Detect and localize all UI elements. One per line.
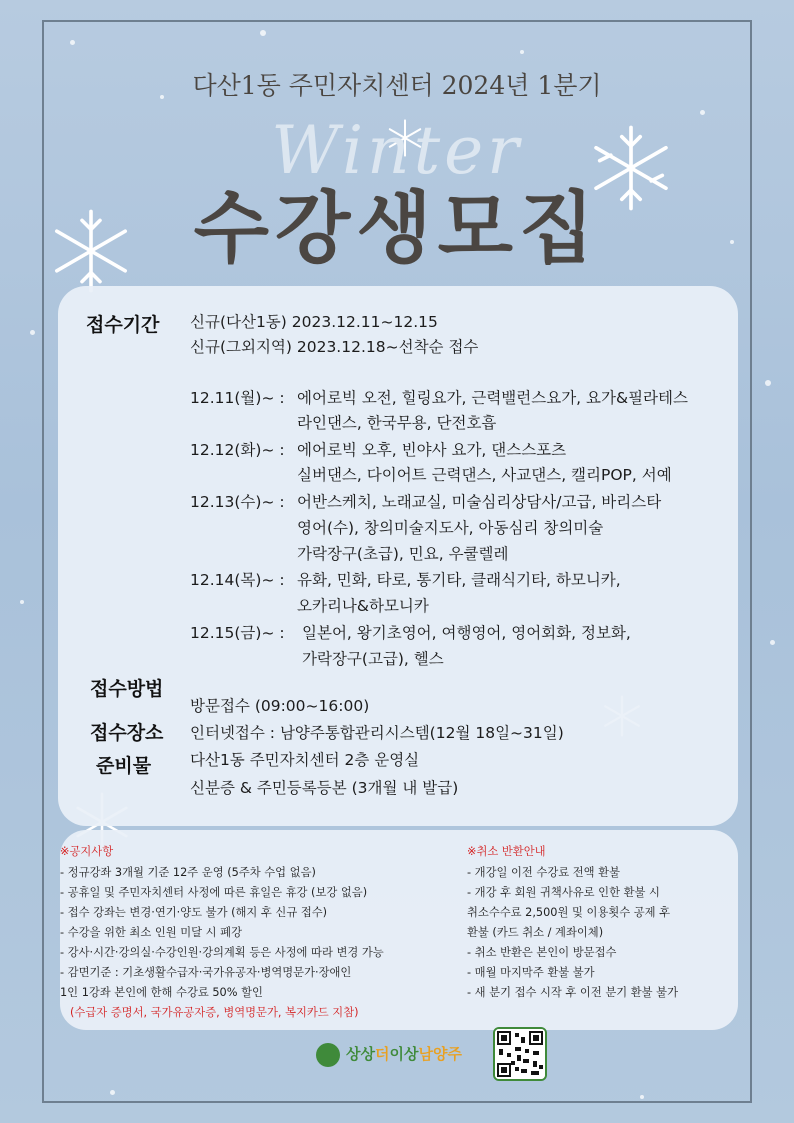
notice-item: - 감면기준 : 기초생활수급자·국가유공자·병역명문가·장애인 bbox=[60, 966, 352, 979]
refund-item: - 개강 후 회원 귀책사유로 인한 환불 시 bbox=[467, 886, 660, 899]
refund-heading: ※취소 반환안내 bbox=[467, 845, 546, 858]
refund-item: - 취소 반환은 본인이 방문접수 bbox=[467, 946, 617, 959]
notice-item: - 공휴일 및 주민자치센터 사정에 따른 휴일은 휴강 (보강 없음) bbox=[60, 886, 368, 899]
namyangju-logo bbox=[346, 1043, 462, 1064]
prep-label: 준비물 bbox=[96, 755, 152, 777]
method-line: 인터넷접수 : 남양주통합관리시스템(12월 18일~31일) bbox=[190, 724, 564, 742]
logo-part: 남양주 bbox=[418, 1045, 462, 1063]
refund-item: 취소수수료 2,500원 및 이용횟수 공제 후 bbox=[467, 906, 671, 919]
schedule-line: 에어로빅 오후, 빈야사 요가, 댄스스포츠 bbox=[297, 441, 567, 459]
refund-item: - 개강일 이전 수강료 전액 환불 bbox=[467, 866, 620, 879]
schedule-line: 가락장구(초급), 민요, 우쿨렐레 bbox=[297, 545, 509, 563]
notice-item: - 수강을 위한 최소 인원 미달 시 폐강 bbox=[60, 926, 242, 939]
period-line: 신규(다산1동) 2023.12.11~12.15 bbox=[190, 313, 438, 331]
schedule-line: 가락장구(고급), 헬스 bbox=[302, 650, 444, 668]
schedule-line: 일본어, 왕기초영어, 여행영어, 영어회화, 정보화, bbox=[302, 624, 631, 642]
schedule-line: 영어(수), 창의미술지도사, 아동심리 창의미술 bbox=[297, 519, 604, 537]
refund-item: - 새 분기 접수 시작 후 이전 분기 환불 불가 bbox=[467, 986, 679, 999]
notice-item: - 강사·시간·강의실·수강인원·강의계획 등은 사정에 따라 변경 가능 bbox=[60, 946, 384, 959]
refund-item: - 매월 마지막주 환불 불가 bbox=[467, 966, 595, 979]
notice-red-note: (수급자 증명서, 국가유공자증, 병역명문가, 복지카드 지참) bbox=[70, 1006, 359, 1019]
notice-item: - 접수 강좌는 변경·연기·양도 불가 (해지 후 신규 접수) bbox=[60, 906, 328, 919]
schedule-line: 유화, 민화, 타로, 통기타, 클래식기타, 하모니카, bbox=[297, 571, 621, 589]
refund-item: 환불 (카드 취소 / 계좌이체) bbox=[467, 926, 604, 939]
period-line: 신규(그외지역) 2023.12.18~선착순 접수 bbox=[190, 338, 479, 356]
schedule-date: 12.13(수)~ : bbox=[190, 493, 285, 511]
prep-value: 신분증 & 주민등록등본 (3개월 내 발급) bbox=[190, 779, 459, 797]
logo-part: 상상 bbox=[346, 1045, 375, 1063]
qr-code-icon bbox=[493, 1027, 547, 1081]
schedule-line: 어반스케치, 노래교실, 미술심리상담사/고급, 바리스타 bbox=[297, 493, 662, 511]
page-title: 수강생모집 bbox=[193, 184, 601, 274]
notice-heading: ※공지사항 bbox=[60, 845, 114, 858]
schedule-date: 12.12(화)~ : bbox=[190, 441, 285, 459]
subtitle: 다산1동 주민자치센터 2024년 1분기 bbox=[192, 71, 602, 100]
schedule-date: 12.11(월)~ : bbox=[190, 389, 285, 407]
schedule-line: 오카리나&하모니카 bbox=[297, 597, 429, 615]
namyangju-logo-icon bbox=[316, 1043, 340, 1067]
logo-part: 이상 bbox=[389, 1045, 419, 1063]
place-value: 다산1동 주민자치센터 2층 운영실 bbox=[190, 751, 420, 769]
notice-item: - 정규강좌 3개월 기준 12주 운영 (5주차 수업 없음) bbox=[60, 866, 316, 879]
schedule-line: 실버댄스, 다이어트 근력댄스, 사교댄스, 캘리POP, 서예 bbox=[297, 466, 672, 484]
schedule-date: 12.15(금)~ : bbox=[190, 624, 285, 642]
logo-part: 더 bbox=[374, 1045, 390, 1063]
method-label: 접수방법 bbox=[90, 678, 164, 700]
method-line: 방문접수 (09:00~16:00) bbox=[190, 697, 370, 715]
notice-item: 1인 1강좌 본인에 한해 수강료 50% 할인 bbox=[60, 986, 263, 999]
registration-period-label: 접수기간 bbox=[86, 314, 160, 336]
script-word: Winter bbox=[271, 112, 523, 189]
schedule-date: 12.14(목)~ : bbox=[190, 571, 285, 589]
schedule-line: 라인댄스, 한국무용, 단전호흡 bbox=[297, 414, 497, 432]
schedule-line: 에어로빅 오전, 힐링요가, 근력밸런스요가, 요가&필라테스 bbox=[297, 389, 688, 407]
place-label: 접수장소 bbox=[90, 722, 164, 744]
